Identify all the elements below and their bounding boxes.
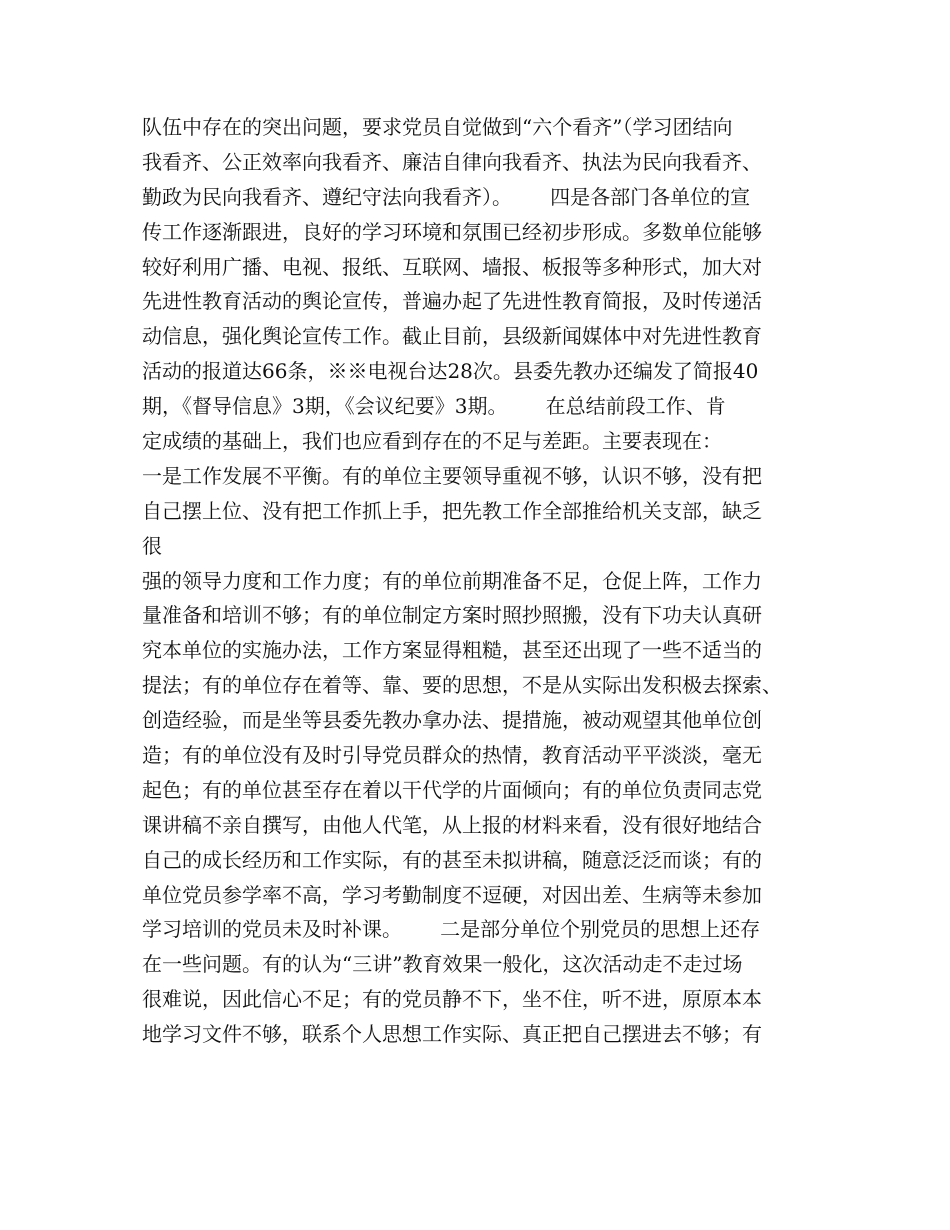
text-line: 学习培训的党员未及时补课。 二是部分单位个别党员的思想上还存 [142, 917, 761, 942]
text-line: 量准备和培训不够；有的单位制定方案时照抄照搬，没有下功夫认真研 [142, 603, 762, 628]
text-line: 期，《督导信息》3期，《会议纪要》3期。 在总结前段工作、肯 [142, 394, 726, 419]
text-line: 定成绩的基础上，我们也应看到存在的不足与差距。主要表现在： [142, 429, 722, 454]
text-line: 较好利用广播、电视、报纸、互联网、墙报、板报等多种形式，加大对 [142, 254, 762, 279]
text-line: 提法；有的单位存在着等、靠、要的思想，不是从实际出发积极去探索、 [142, 673, 782, 698]
body-text [142, 110, 832, 1052]
text-line: 造；有的单位没有及时引导党员群众的热情，教育活动平平淡淡，毫无 [142, 743, 762, 768]
text-line: 传工作逐渐跟进，良好的学习环境和氛围已经初步形成。多数单位能够 [142, 219, 762, 244]
text-line: 创造经验，而是坐等县委先教办拿办法、提措施，被动观望其他单位创 [142, 708, 762, 733]
text-line: 很难说，因此信心不足；有的党员静不下，坐不住，听不进，原原本本 [142, 987, 762, 1012]
text-line: 课讲稿不亲自撰写，由他人代笔，从上报的材料来看，没有很好地结合 [142, 812, 762, 837]
text-line: 勤政为民向我看齐、遵纪守法向我看齐）。 四是各部门各单位的宣 [142, 184, 751, 209]
text-line: 起色；有的单位甚至存在着以干代学的片面倾向；有的单位负责同志党 [142, 777, 762, 802]
text-line: 地学习文件不够，联系个人思想工作实际、真正把自己摆进去不够；有 [142, 1022, 762, 1047]
text-line: 队伍中存在的突出问题，要求党员自觉做到“六个看齐”（学习团结向 [142, 115, 733, 139]
text-line: 一是工作发展不平衡。有的单位主要领导重视不够，认识不够，没有把 [142, 463, 762, 488]
text-line: 先进性教育活动的舆论宣传，普遍办起了先进性教育简报，及时传递活 [142, 289, 762, 314]
text-line: 究本单位的实施办法，工作方案显得粗糙，甚至还出现了一些不适当的 [142, 638, 762, 663]
text-line: 自己的成长经历和工作实际，有的甚至未拟讲稿，随意泛泛而谈；有的 [142, 847, 762, 872]
text-line: 单位党员参学率不高，学习考勤制度不逗硬，对因出差、生病等未参加 [142, 882, 762, 907]
text-line: 我看齐、公正效率向我看齐、廉洁自律向我看齐、执法为民向我看齐、 [142, 149, 762, 174]
text-line: 动信息，强化舆论宣传工作。截止目前，县级新闻媒体中对先进性教育 [142, 324, 762, 349]
text-line: 强的领导力度和工作力度；有的单位前期准备不足，仓促上阵，工作力 [142, 568, 762, 593]
text-line: 活动的报道达66条，※※电视台达28次。县委先教办还编发了简报40 [142, 359, 759, 384]
text-line: 在一些问题。有的认为“三讲”教育效果一般化，这次活动走不走过场 [142, 952, 743, 977]
text-line: 自己摆上位、没有把工作抓上手，把先教工作全部推给机关支部，缺乏 [142, 498, 762, 523]
text-line: 很 [142, 533, 162, 558]
